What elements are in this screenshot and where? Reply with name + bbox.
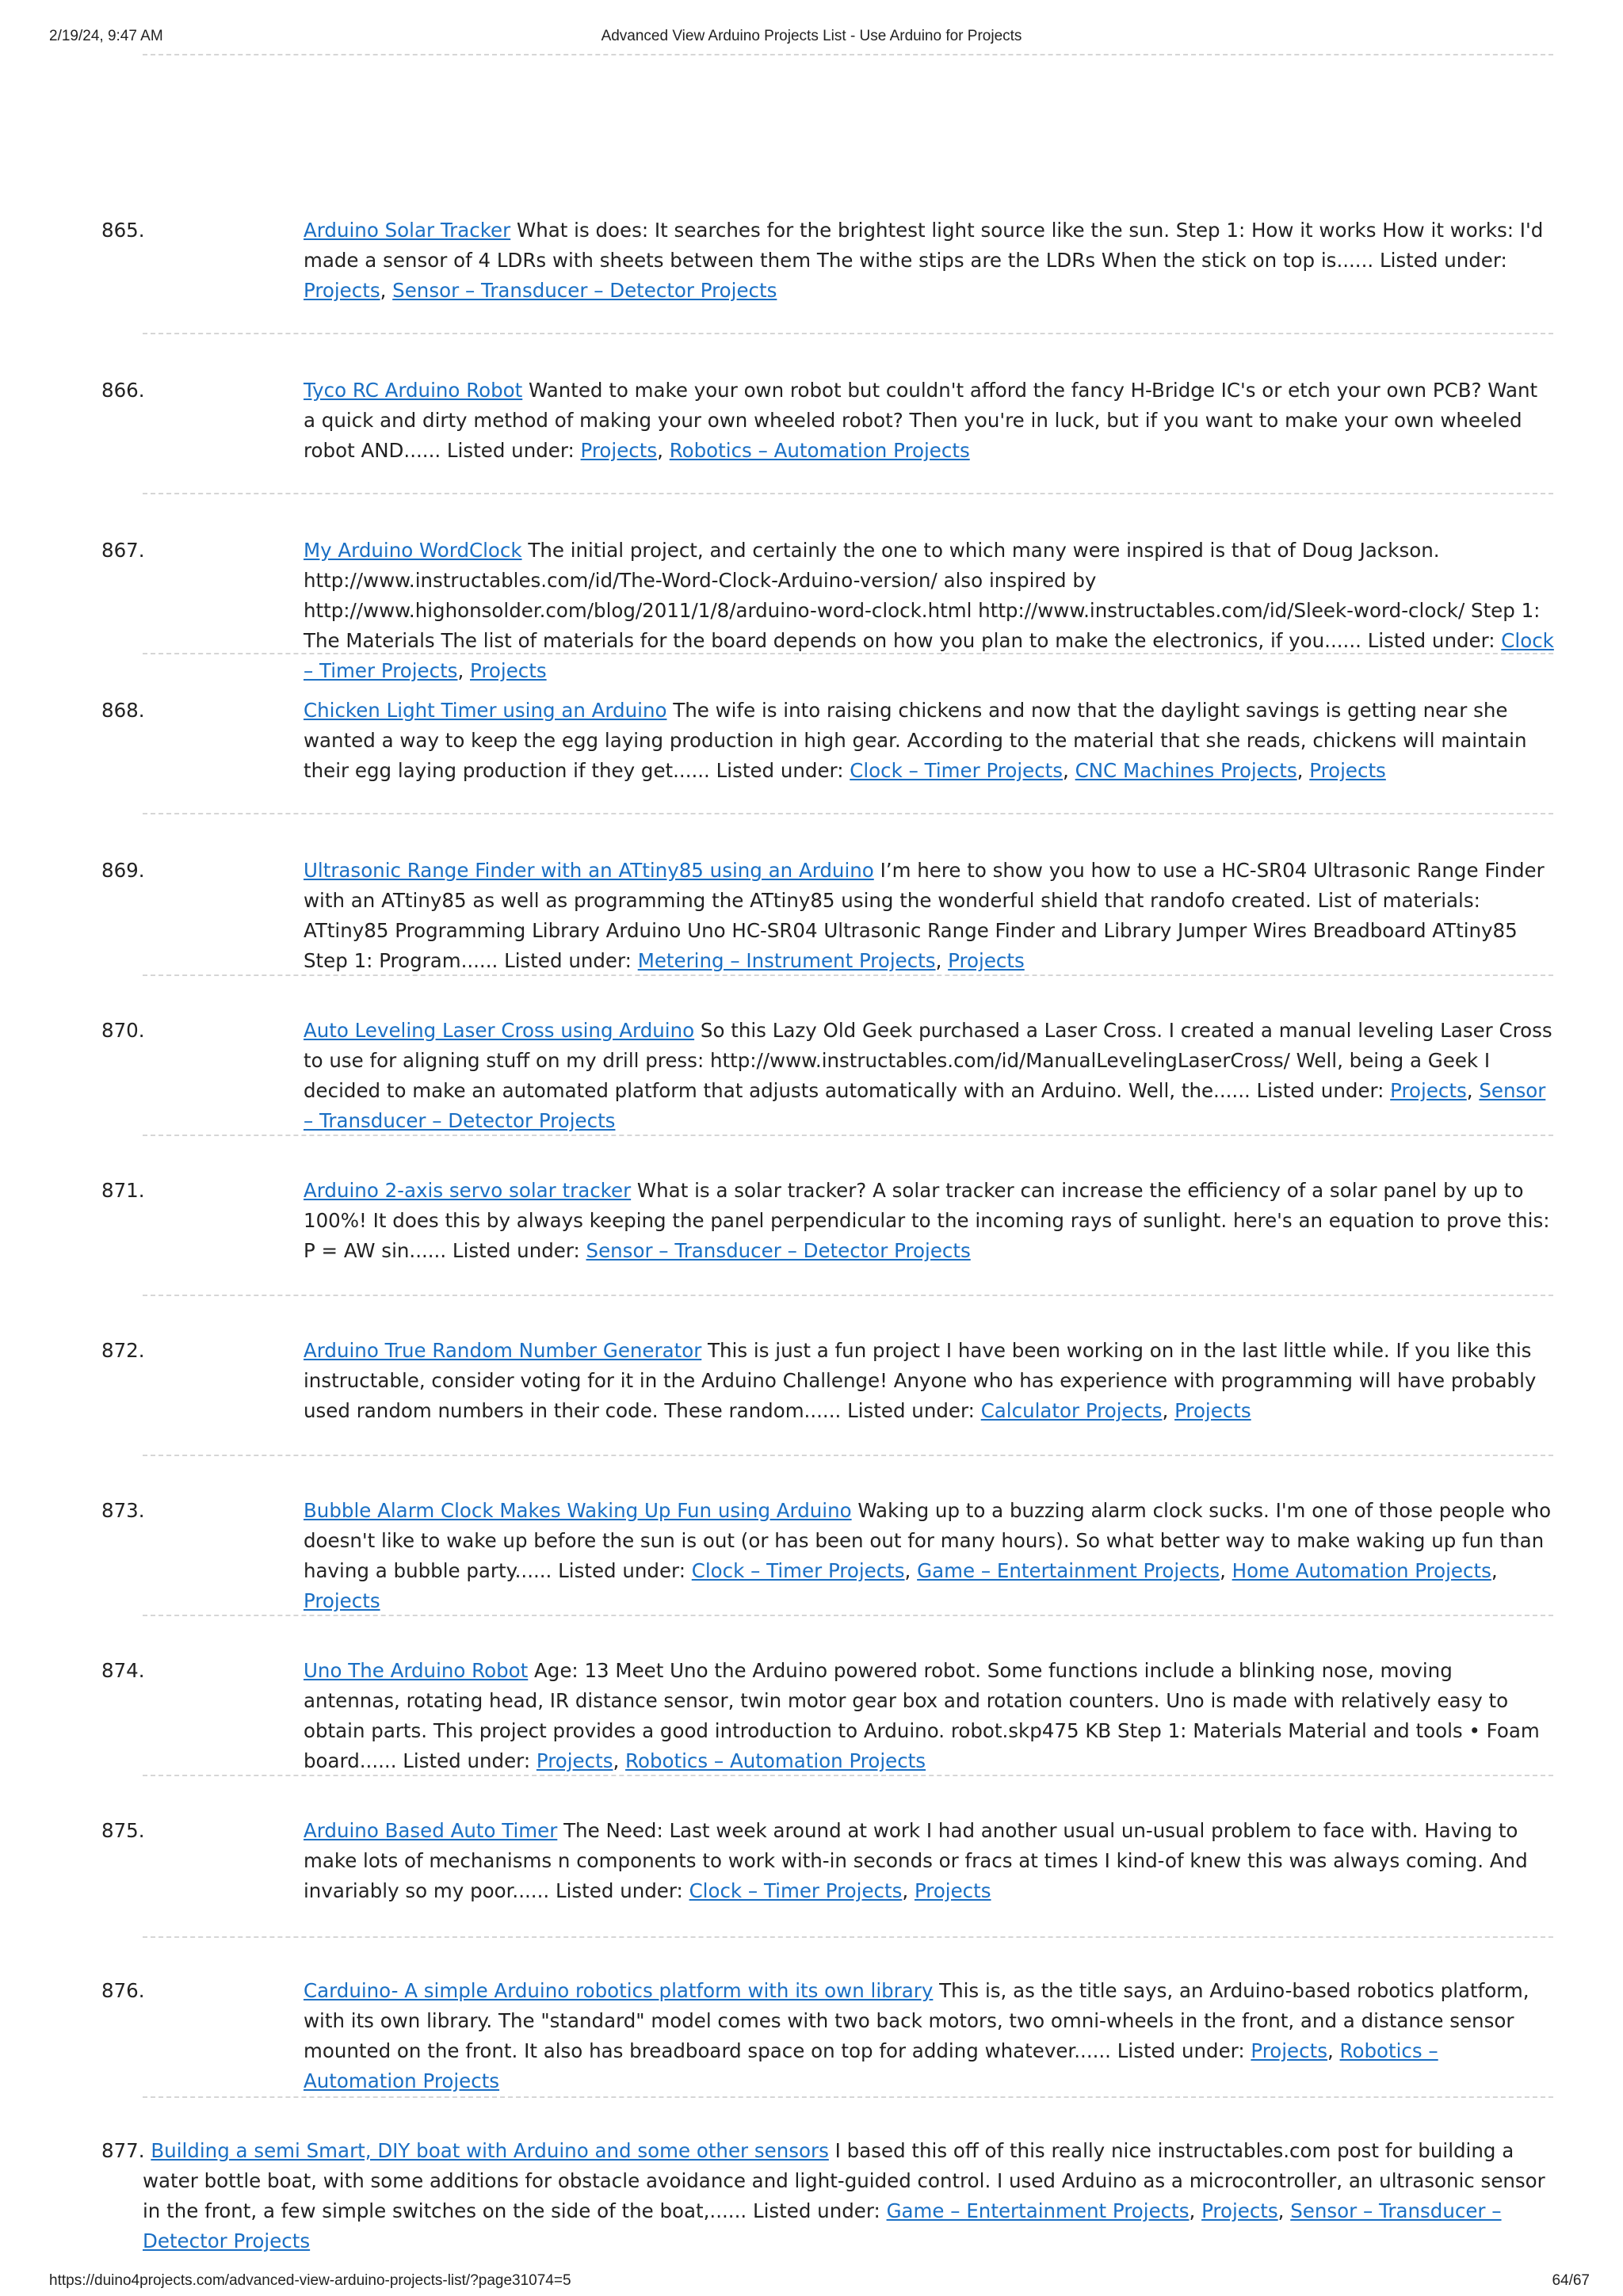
divider	[143, 2096, 1553, 2098]
category-link[interactable]: CNC Machines Projects	[1075, 759, 1297, 782]
project-title-link[interactable]: Chicken Light Timer using an Arduino	[304, 699, 667, 722]
project-description: Waking up to a buzzing alarm clock sucks. I'm one of those people who doesn't like to wake up before the sun is out (or has been out for many hours). So what better way to make waking up fun than having a bubble party...... Listed under:	[304, 1499, 1552, 1582]
item-body: Arduino True Random Number Generator This is just a fun project I have been working on in the last little while. If you like this instructable, consider voting for it in the Arduino Challenge! Anyone who has experience with programming will have probably used random numbers in their code. These random...... Listed under: Calculator Projects, Projects	[304, 1339, 1537, 1422]
item-body: Arduino Based Auto Timer The Need: Last week around at work I had another usual un-usual problem to face with. Having to make lots of mechanisms n components to work with-in seconds or fracs at times I kind-of knew this was always coming. And invariably so my poor...... Listed under: Clock – Timer Projects, Projects	[304, 1819, 1528, 1902]
list-item	[101, 1176, 1555, 1266]
project-title-link[interactable]: Carduino- A simple Arduino robotics platform with its own library	[304, 1979, 934, 2002]
project-title-link[interactable]: Uno The Arduino Robot	[304, 1659, 529, 1682]
category-link[interactable]: Projects	[1251, 2039, 1327, 2062]
category-link[interactable]: Clock – Timer Projects	[689, 1879, 903, 1902]
project-title-link[interactable]: Arduino 2-axis servo solar tracker	[304, 1179, 632, 1202]
divider	[143, 1936, 1553, 1938]
item-body: Chicken Light Timer using an Arduino The wife is into raising chickens and now that the daylight savings is getting near she wanted a way to keep the egg laying production in high gear. According to the material that she reads, chickens will maintain their egg laying production if they get...... Listed under: Clock – Timer Projects, CNC Machines Projects, Projects	[304, 699, 1527, 782]
item-body: Auto Leveling Laser Cross using Arduino So this Lazy Old Geek purchased a Laser Cross. I created a manual leveling Laser Cross to use for aligning stuff on my drill press: http://www.instructables.com/id/ManualLevelingLaserCross/ Well, being a Geek I decided to make an automated platform that adjusts automatically with an Arduino. Well, the...... Listed under: Projects, Sensor – Transducer – Detector Projects	[304, 1019, 1552, 1132]
item-body: My Arduino WordClock The initial project, and certainly the one to which many were inspired is that of Doug Jackson. http://www.instructables.com/id/The-Word-Clock-Arduino-version/ also inspired by http://www.highonsolder.com/blog/2011/1/8/arduino-word-clock.html http://www.instructables.com/id/Sleek-word-clock/ Step 1: The Materials The list of materials for the board depends on how you plan to make the electronics, if you...... Listed under: Clock – Timer Projects, Projects	[304, 539, 1554, 682]
project-description: The Need: Last week around at work I had another usual un-usual problem to face with. Having to make lots of mechanisms n components to work with-in seconds or fracs at times I kind-of knew this was always coming. And invariably so my poor...... Listed under:	[304, 1819, 1528, 1902]
print-date: 2/19/24, 9:47 AM	[49, 28, 163, 44]
list-item	[101, 2136, 1555, 2256]
project-description: The initial project, and certainly the one to which many were inspired is that of Doug Jackson. http://www.instructables.com/id/The-Word-Clock-Arduino-version/ also inspired by http://www.highonsolder.com/blog/2011/1/8/arduino-word-clock.html http://www.instructables.com/id/Sleek-word-clock/ Step 1: The Materials The list of materials for the board depends on how you plan to make the electronics, if you...... Listed under:	[304, 539, 1541, 652]
project-description: I based this off of this really nice instructables.com post for building a water bottle boat, with some additions for obstacle avoidance and light-guided control. I used Arduino as a microcontroller, an ultrasonic sensor in the front, a few simple switches on the side of the boat,...... Listed under:	[143, 2139, 1545, 2222]
list-item	[101, 696, 1555, 786]
divider	[143, 1295, 1553, 1296]
project-title-link[interactable]: Tyco RC Arduino Robot	[304, 379, 523, 402]
category-link[interactable]: Sensor – Transducer – Detector Projects	[304, 1079, 1546, 1132]
divider	[143, 1455, 1553, 1456]
divider	[143, 333, 1553, 334]
divider	[143, 493, 1553, 494]
item-number: 877.	[101, 2139, 145, 2162]
item-number: 874.	[101, 1659, 145, 1682]
item-number: 870.	[101, 1019, 145, 1042]
project-title-link[interactable]: Auto Leveling Laser Cross using Arduino	[304, 1019, 695, 1042]
item-number: 869.	[101, 859, 145, 882]
project-title-link[interactable]: My Arduino WordClock	[304, 539, 522, 562]
category-link[interactable]: Projects	[1390, 1079, 1467, 1102]
category-link[interactable]: Robotics – Automation Projects	[304, 2039, 1438, 2092]
project-description: I’m here to show you how to use a HC-SR04 Ultrasonic Range Finder with an ATtiny85 as well as programming the ATtiny85 using the wonderful shield that randofo created. List of materials: ATtiny85 Programming Library Arduino Uno HC-SR04 Ultrasonic Range Finder and Library Jumper Wires Breadboard ATtiny85 Step 1: Program...... Listed under:	[304, 859, 1545, 972]
list-item	[101, 1656, 1555, 1776]
category-link[interactable]: Projects	[536, 1749, 613, 1772]
item-body: Bubble Alarm Clock Makes Waking Up Fun using Arduino Waking up to a buzzing alarm clock sucks. I'm one of those people who doesn't like to wake up before the sun is out (or has been out for many hours). So what better way to make waking up fun than having a bubble party...... Listed under: Clock – Timer Projects, Game – Entertainment Projects, Home Automation Projects, Projects	[304, 1499, 1552, 1612]
project-title-link[interactable]: Building a semi Smart, DIY boat with Arduino and some other sensors	[151, 2139, 829, 2162]
project-title-link[interactable]: Arduino True Random Number Generator	[304, 1339, 702, 1362]
item-body: Carduino- A simple Arduino robotics platform with its own library This is, as the title says, an Arduino-based robotics platform, with its own library. The "standard" model comes with two back motors, two omni-wheels in the front, and a distance sensor mounted on the front. It also has breadboard space on top for adding whatever...... Listed under: Projects, Robotics – Automation Projects	[304, 1979, 1529, 2092]
category-link[interactable]: Projects	[1201, 2199, 1278, 2222]
list-item	[101, 215, 1555, 306]
item-number: 872.	[101, 1339, 145, 1362]
category-link[interactable]: Clock – Timer Projects	[691, 1559, 905, 1582]
item-number: 873.	[101, 1499, 145, 1522]
item-number: 875.	[101, 1819, 145, 1842]
project-description: Wanted to make your own robot but couldn't afford the fancy H-Bridge IC's or etch your own PCB? Want a quick and dirty method of making your own wheeled robot? Then you're in luck, but if you want to make your own wheeled robot AND...... Listed under:	[304, 379, 1538, 462]
item-body	[304, 1176, 1555, 1266]
category-link[interactable]: Projects	[1174, 1399, 1251, 1422]
category-link[interactable]: Sensor – Transducer – Detector Projects	[586, 1239, 971, 1262]
project-title-link[interactable]: Arduino Based Auto Timer	[304, 1819, 558, 1842]
list-item	[101, 376, 1555, 466]
project-description: The wife is into raising chickens and now that the daylight savings is getting near she wanted a way to keep the egg laying production in high gear. According to the material that she reads, chickens will maintain their egg laying production if they get...... Listed under:	[304, 699, 1527, 782]
category-link[interactable]: Clock – Timer Projects	[850, 759, 1064, 782]
item-number: 876.	[101, 1979, 145, 2002]
item-number: 867.	[101, 539, 145, 562]
list-item	[101, 1976, 1555, 2096]
category-link[interactable]: Calculator Projects	[980, 1399, 1163, 1422]
category-link[interactable]: Game – Entertainment Projects	[886, 2199, 1190, 2222]
category-link[interactable]: Projects	[1309, 759, 1386, 782]
page-number: 64/67	[1552, 2272, 1590, 2289]
item-body: Ultrasonic Range Finder with an ATtiny85 using an Arduino I’m here to show you how to use a HC-SR04 Ultrasonic Range Finder with an ATtiny85 as well as programming the ATtiny85 using the wonderful shield that randofo created. List of materials: ATtiny85 Programming Library Arduino Uno HC-SR04 Ultrasonic Range Finder and Library Jumper Wires Breadboard ATtiny85 Step 1: Program...... Listed under: Metering – Instrument Projects, Projects	[304, 859, 1545, 972]
project-title-link[interactable]: Ultrasonic Range Finder with an ATtiny85 using an Arduino	[304, 859, 874, 882]
category-link[interactable]: Projects	[304, 1589, 380, 1612]
category-link[interactable]: Robotics – Automation Projects	[625, 1749, 926, 1772]
item-body: Arduino Solar Tracker What is does: It searches for the brightest light source like the sun. Step 1: How it works How it works: I'd made a sensor of 4 LDRs with sheets between them The withe stips are the LDRs When the stick on top is...... Listed under: Projects, Sensor – Transducer – Detector Projects	[304, 219, 1544, 302]
item-number: 866.	[101, 379, 145, 402]
page-url: https://duino4projects.com/advanced-view-arduino-projects-list/?page31074=5	[49, 2272, 571, 2289]
list-item	[101, 1816, 1555, 1906]
category-link[interactable]: Clock – Timer Projects	[304, 629, 1554, 682]
category-link[interactable]: Projects	[914, 1879, 991, 1902]
divider	[143, 54, 1553, 55]
project-description: This is just a fun project I have been working on in the last little while. If you like this instructable, consider voting for it in the Arduino Challenge! Anyone who has experience with programming will have probably used random numbers in their code. These random...... Listed under:	[304, 1339, 1537, 1422]
category-link[interactable]: Projects	[470, 659, 547, 682]
category-link[interactable]: Metering – Instrument Projects	[637, 949, 936, 972]
project-description: So this Lazy Old Geek purchased a Laser Cross. I created a manual leveling Laser Cross to use for aligning stuff on my drill press: http://www.instructables.com/id/ManualLevelingLaserCross/ Well, being a Geek I decided to make an automated platform that adjusts automatically with an Arduino. Well, the...... Listed under:	[304, 1019, 1552, 1102]
divider	[143, 813, 1553, 814]
category-link[interactable]: Projects	[948, 949, 1025, 972]
project-title-link[interactable]: Bubble Alarm Clock Makes Waking Up Fun using Arduino	[304, 1499, 852, 1522]
item-number: 868.	[101, 699, 145, 722]
category-link[interactable]: Home Automation Projects	[1232, 1559, 1491, 1582]
item-body: 877. Building a semi Smart, DIY boat with Arduino and some other sensors I based this off of this really nice instructables.com post for building a water bottle boat, with some additions for obstacle avoidance and light-guided control. I used Arduino as a microcontroller, an ultrasonic sensor in the front, a few simple switches on the side of the boat,...... Listed under: Game – Entertainment Projects, Projects, Sensor – Transducer – Detector Projects	[101, 2139, 1545, 2252]
list-item	[101, 1336, 1555, 1426]
project-title-link[interactable]: Arduino Solar Tracker	[304, 219, 511, 242]
list-item	[101, 1016, 1555, 1136]
item-body: Tyco RC Arduino Robot Wanted to make your own robot but couldn't afford the fancy H-Bridge IC's or etch your own PCB? Want a quick and dirty method of making your own wheeled robot? Then you're in luck, but if you want to make your own wheeled robot AND...... Listed under: Projects, Robotics – Automation Projects	[304, 379, 1538, 462]
project-description: What is does: It searches for the brightest light source like the sun. Step 1: How it works How it works: I'd made a sensor of 4 LDRs with sheets between them The withe stips are the LDRs When the stick on top is...... Listed under:	[304, 219, 1544, 272]
category-link[interactable]: Sensor – Transducer – Detector Projects	[143, 2199, 1502, 2252]
category-link[interactable]: Sensor – Transducer – Detector Projects	[392, 279, 777, 302]
category-link[interactable]: Game – Entertainment Projects	[917, 1559, 1220, 1582]
list-item	[101, 536, 1555, 686]
item-number: 865.	[101, 219, 145, 242]
category-link[interactable]: Robotics – Automation Projects	[669, 439, 970, 462]
list-item	[101, 1496, 1555, 1616]
page-title: Advanced View Arduino Projects List - Use Arduino for Projects	[601, 28, 1022, 44]
project-description: Age: 13 Meet Uno the Arduino powered robot. Some functions include a blinking nose, moving antennas, rotating head, IR distance sensor, twin motor gear box and rotation counters. Uno is made with relatively easy to obtain parts. This project provides a good introduction to Arduino. robot.skp475 KB Step 1: Materials Material and tools • Foam board...... Listed under:	[304, 1659, 1540, 1772]
print-header	[0, 0, 1623, 49]
list-item	[101, 856, 1555, 976]
item-number: 871.	[101, 1179, 145, 1202]
item-body: Uno The Arduino Robot Age: 13 Meet Uno the Arduino powered robot. Some functions include a blinking nose, moving antennas, rotating head, IR distance sensor, twin motor gear box and rotation counters. Uno is made with relatively easy to obtain parts. This project provides a good introduction to Arduino. robot.skp475 KB Step 1: Materials Material and tools • Foam board...... Listed under: Projects, Robotics – Automation Projects	[304, 1659, 1540, 1772]
category-link[interactable]: Projects	[304, 279, 380, 302]
category-link[interactable]: Projects	[580, 439, 658, 462]
project-description: This is, as the title says, an Arduino-based robotics platform, with its own library. The "standard" model comes with two back motors, two omni-wheels in the front, and a distance sensor mounted on the front. It also has breadboard space on top for adding whatever...... Listed under:	[304, 1979, 1529, 2062]
project-description: What is a solar tracker? A solar tracker can increase the efficiency of a solar panel by up to 100%! It does this by always keeping the panel perpendicular to the incoming rays of sunlight. here's an equation to prove this: P = AW sin...... Listed under:	[304, 1179, 1550, 1262]
